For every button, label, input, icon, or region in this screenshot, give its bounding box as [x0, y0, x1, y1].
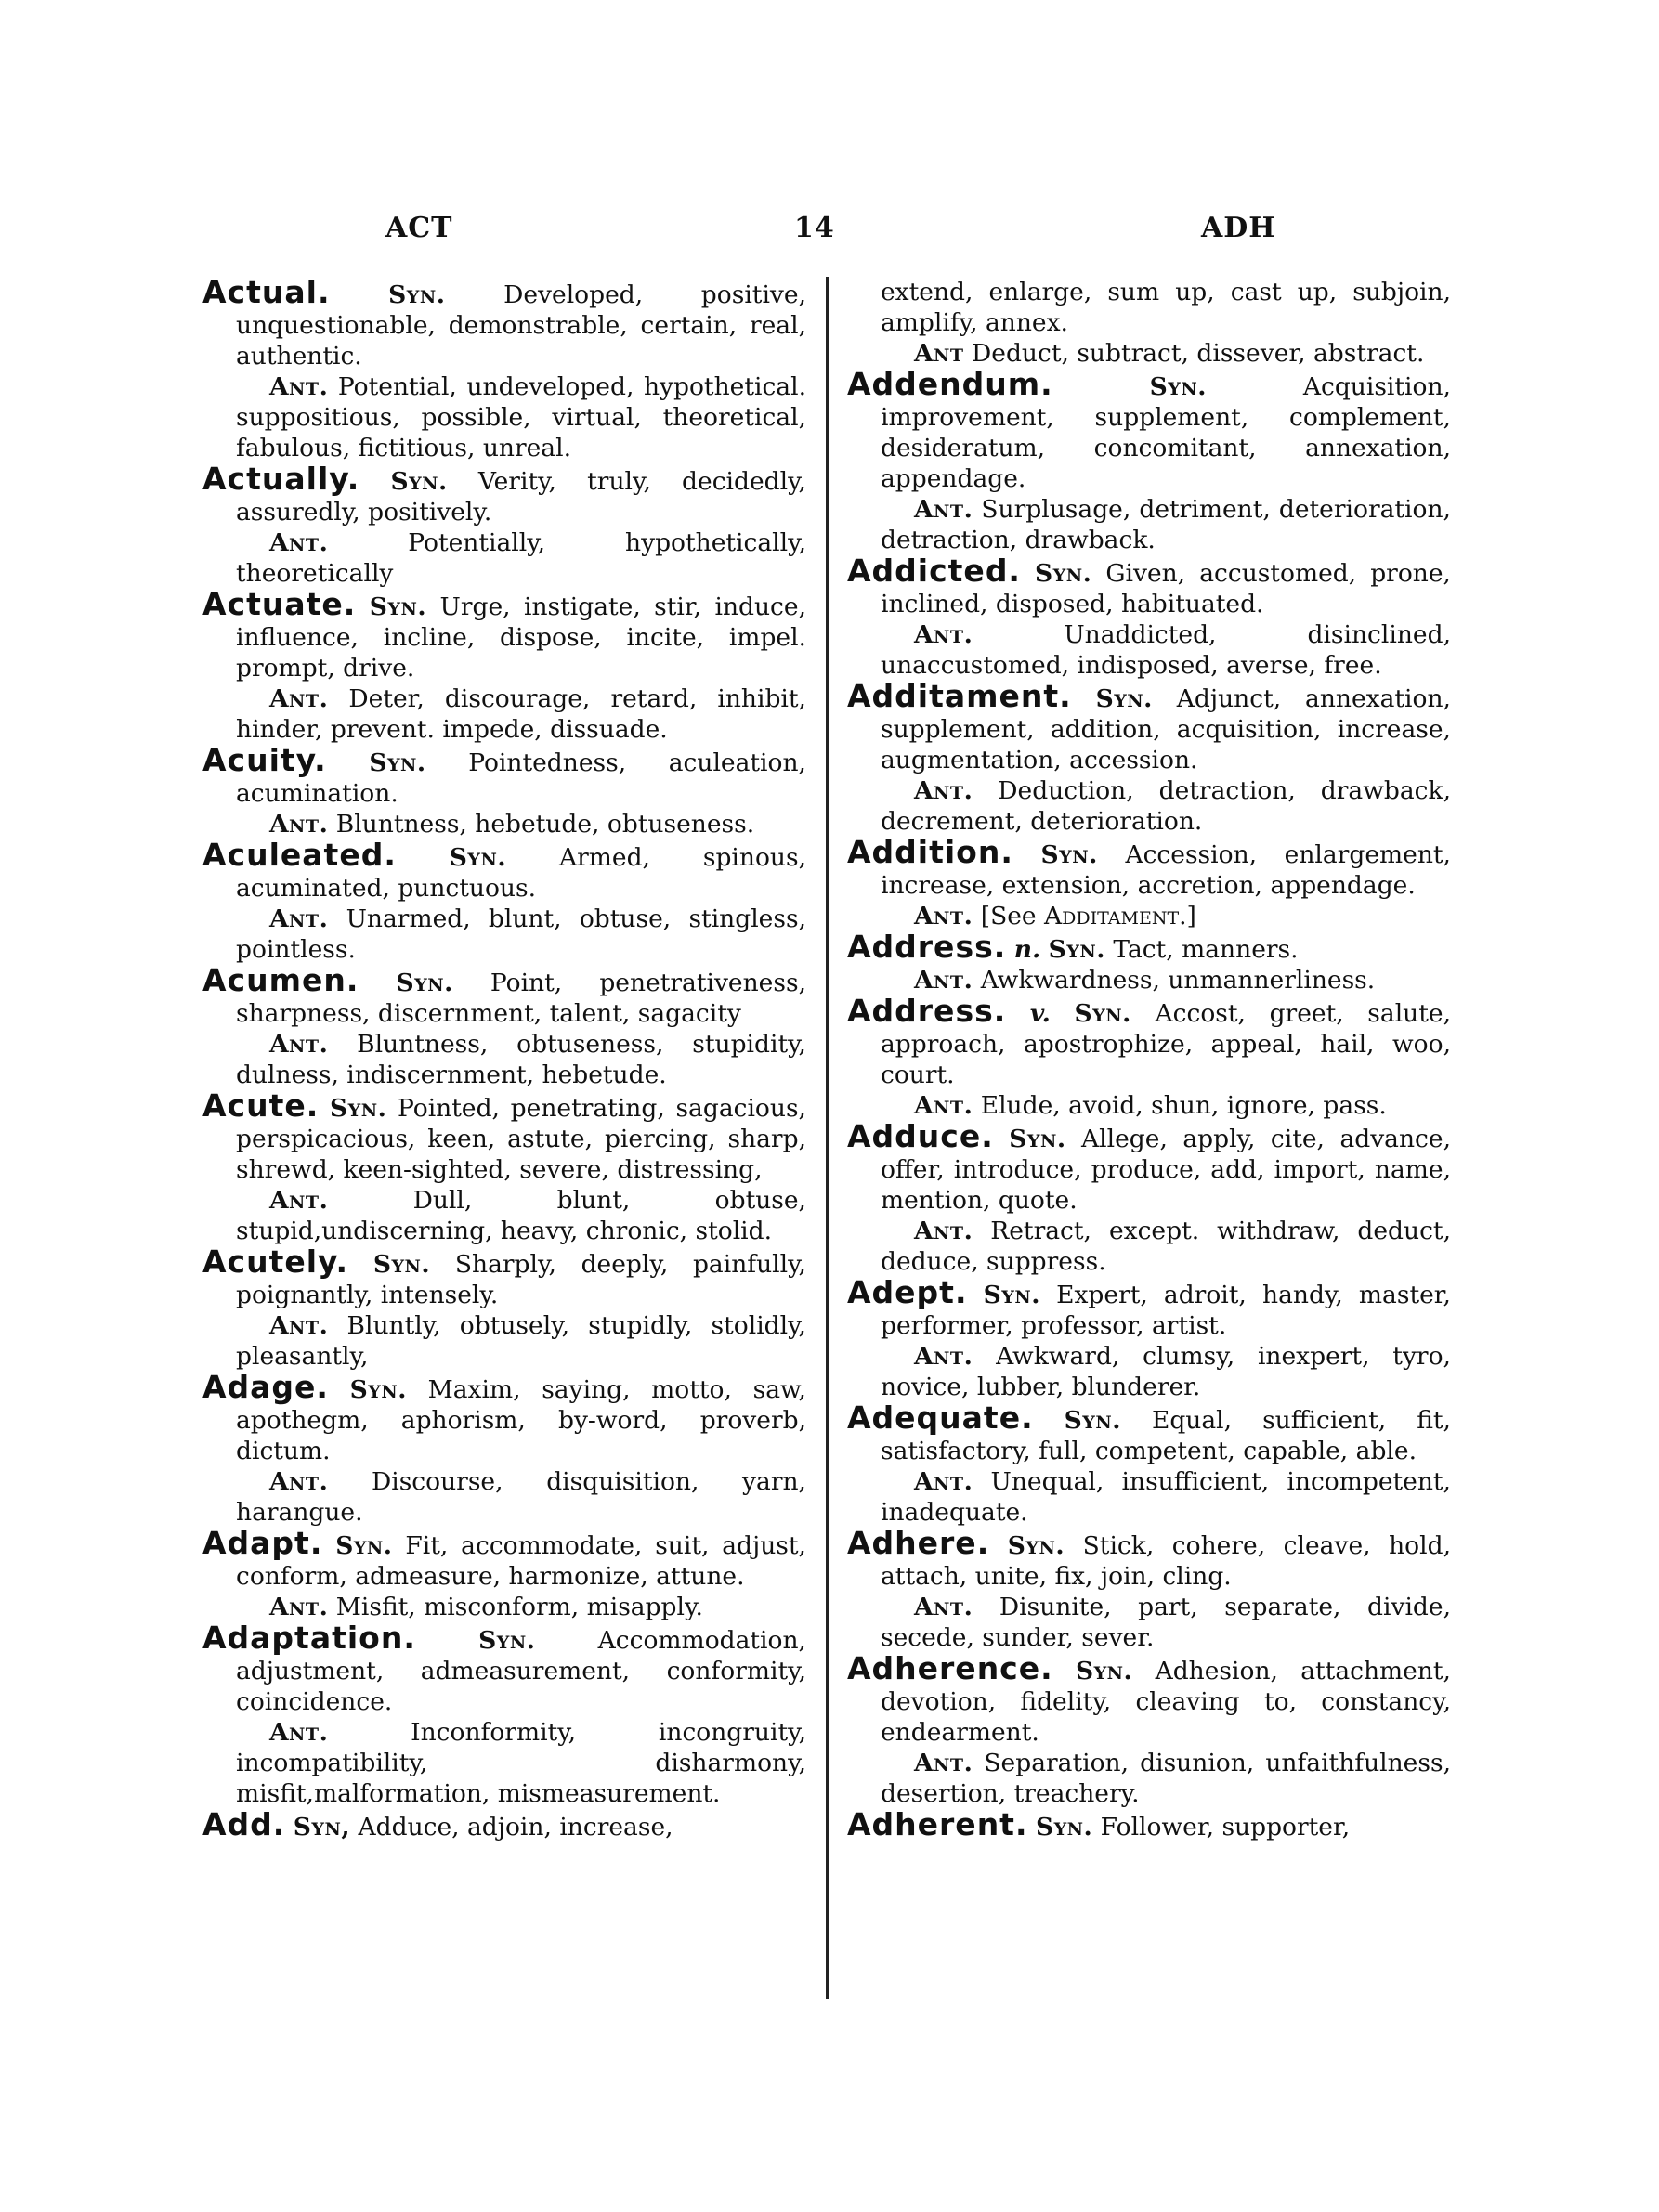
antonym-line	[202, 1310, 806, 1372]
antonym-label: Ant	[914, 339, 964, 368]
antonym-label: Ant.	[914, 776, 973, 805]
antonym-label: Ant.	[269, 528, 329, 557]
entry-text: Accession, enlargement, increase, extension, accretion, appendage.	[881, 840, 1451, 900]
antonym-label: Ant.	[269, 810, 329, 839]
entry-text: Retract, except. withdraw, deduct, deduce, suppress.	[881, 1217, 1451, 1276]
entry-headword: Adage.	[202, 1369, 329, 1405]
antonym-label: Ant.	[269, 1718, 329, 1747]
dictionary-entry	[847, 678, 1451, 775]
entry-text: Point, penetrativeness, sharpness, discernment, talent, sagacity	[236, 969, 806, 1028]
synonym-label: Syn.	[390, 467, 448, 496]
synonym-label: Syn.	[372, 1250, 431, 1279]
entry-headword: Aculeated.	[202, 837, 397, 873]
entry-text: Allege, apply, cite, advance, offer, introduce, produce, add, import, name, mention, quote.	[881, 1125, 1451, 1215]
entry-headword: Adduce.	[847, 1118, 994, 1154]
entry-text: Adduce, adjoin, increase,	[358, 1813, 673, 1841]
synonym-label: Syn.	[983, 1281, 1040, 1309]
synonym-label: Syn.	[369, 592, 427, 621]
synonym-label: Syn.	[349, 1375, 407, 1404]
entry-headword: Acumen.	[202, 962, 359, 998]
entry-headword: Actually.	[202, 461, 360, 497]
dictionary-entry	[202, 463, 806, 527]
antonym-label: Ant.	[269, 1311, 329, 1340]
dictionary-entry	[202, 586, 806, 683]
dictionary-entry	[847, 995, 1451, 1090]
entry-text: Dull, blunt, obtuse, stupid,undiscerning, heavy, chronic, stolid.	[236, 1186, 806, 1245]
entry-text: Accost, greet, salute, approach, apostrophize, appeal, hail, woo, court.	[881, 999, 1451, 1089]
entry-headword: Adaptation.	[202, 1620, 416, 1656]
entry-text: Bluntness, obtuseness, stupidity, dulness, indiscernment, hebetude.	[236, 1030, 806, 1089]
entry-text: Accommodation, adjustment, admeasurement, conformity, coincidence.	[236, 1626, 806, 1716]
antonym-line	[847, 1341, 1451, 1402]
entry-headword: Adhere.	[847, 1525, 990, 1561]
antonym-line	[202, 1185, 806, 1246]
antonym-label: Ant.	[914, 495, 973, 524]
dictionary-entry	[202, 1369, 806, 1466]
dictionary-entry	[847, 1525, 1451, 1592]
entry-headword: Adequate.	[847, 1399, 1034, 1436]
entry-text: Awkwardness, unmannerliness.	[980, 966, 1376, 995]
entry-headword: Acutely.	[202, 1243, 349, 1280]
entry-headword: Actual.	[202, 274, 331, 310]
synonym-label: Syn,	[293, 1813, 351, 1841]
entry-headword: Addicted.	[847, 553, 1021, 589]
antonym-label: Ant.	[914, 1091, 973, 1120]
antonym-line	[202, 1592, 806, 1622]
antonym-label: Ant.	[914, 966, 973, 995]
entry-text: Tact, manners.	[1113, 935, 1299, 964]
antonym-label: Ant.	[914, 620, 973, 649]
dictionary-entry	[202, 274, 806, 371]
antonym-line	[847, 1090, 1451, 1121]
entry-text: Surplusage, detriment, deterioration, detraction, drawback.	[881, 495, 1451, 554]
synonym-label: Syn.	[388, 280, 446, 309]
antonym-line	[202, 1466, 806, 1528]
entry-text: Sharply, deeply, painfully, poignantly, intensely.	[236, 1250, 806, 1309]
entry-text-close: ]	[1186, 902, 1196, 930]
synonym-label: Syn.	[369, 748, 426, 777]
entry-text: Elude, avoid, shun, ignore, pass.	[980, 1091, 1387, 1120]
column-divider	[826, 277, 829, 1999]
entry-text: Separation, disunion, unfaithfulness, desertion, treachery.	[881, 1749, 1451, 1808]
synonym-label: Syn.	[478, 1626, 536, 1655]
entry-headword: Adept.	[847, 1274, 968, 1310]
dictionary-entry	[202, 1243, 806, 1310]
dictionary-entry	[202, 839, 806, 904]
entry-text: Disunite, part, separate, divide, secede, sunder, sever.	[881, 1593, 1451, 1652]
entry-text: Potential, undeveloped, hypothetical. suppositious, possible, virtual, theoretical, fabulous, fictitious, unreal.	[236, 372, 806, 462]
entry-text: Equal, sufficient, fit, satisfactory, full, competent, capable, able.	[881, 1406, 1451, 1465]
entry-text: Acquisition, improvement, supplement, complement, desideratum, concomitant, annexation, appendage.	[881, 372, 1451, 493]
entry-text: Verity, truly, decidedly, assuredly, positively.	[236, 467, 806, 527]
dictionary-entry	[202, 1622, 806, 1717]
dictionary-entry	[202, 742, 806, 809]
dictionary-entry	[847, 555, 1451, 619]
entry-text: Potentially, hypothetically, theoretically	[236, 528, 806, 588]
entry-text: Adjunct, annexation, supplement, addition, acquisition, increase, augmentation, accession.	[881, 684, 1451, 774]
synonym-label: Syn.	[330, 1094, 387, 1123]
antonym-label: Ant.	[269, 1467, 329, 1496]
entry-text: Misfit, misconform, misapply.	[335, 1593, 703, 1621]
antonym-label: Ant.	[914, 1467, 973, 1496]
synonym-label: Syn.	[1007, 1531, 1065, 1560]
entry-text: Unequal, insufficient, incompetent, inadequate.	[881, 1467, 1451, 1527]
synonym-label: Syn.	[1075, 1657, 1133, 1685]
left-column	[202, 274, 806, 1842]
antonym-line	[847, 965, 1451, 995]
entry-headword: Additament.	[847, 678, 1072, 714]
part-of-speech: n.	[1013, 935, 1041, 964]
antonym-line	[847, 1466, 1451, 1528]
entry-headword: Adherence.	[847, 1650, 1053, 1686]
entry-headword: Add.	[202, 1806, 286, 1842]
synonym-label: Syn.	[1048, 935, 1105, 964]
entry-text: Given, accustomed, prone, inclined, disposed, habituated.	[881, 559, 1451, 618]
cross-reference: Additament.	[1044, 902, 1187, 930]
synonym-label: Syn.	[1009, 1125, 1066, 1153]
entry-text: Bluntly, obtusely, stupidly, stolidly, pleasantly,	[236, 1311, 806, 1371]
entry-text: Deduct, subtract, dissever, abstract.	[972, 339, 1425, 368]
synonym-label: Syn.	[1064, 1406, 1121, 1435]
antonym-line	[202, 1717, 806, 1809]
dictionary-entry	[847, 1274, 1451, 1341]
dictionary-entry	[202, 1525, 806, 1592]
entry-headword: Adapt.	[202, 1525, 323, 1561]
antonym-line	[202, 527, 806, 589]
synonym-label: Syn.	[1035, 1813, 1093, 1841]
entry-text: Pointedness, aculeation, acumination.	[236, 748, 806, 808]
entry-text: Developed, positive, unquestionable, demonstrable, certain, real, authentic.	[236, 280, 806, 371]
entry-text: [See	[980, 902, 1037, 930]
entry-text: Discourse, disquisition, yarn, harangue.	[236, 1467, 806, 1527]
entry-text: extend, enlarge, sum up, cast up, subjoin, amplify, annex.	[881, 278, 1451, 337]
entry-text: Inconformity, incongruity, incompatibility, disharmony, misfit,malformation, mismeasurement.	[236, 1718, 806, 1808]
antonym-label: Ant.	[269, 1030, 329, 1059]
entry-text: Maxim, saying, motto, saw, apothegm, aphorism, by-word, proverb, dictum.	[236, 1375, 806, 1465]
entry-text: Pointed, penetrating, sagacious, perspicacious, keen, astute, piercing, sharp, shrewd, keen-sighted, severe, distressing,	[236, 1094, 806, 1184]
dictionary-entry	[847, 834, 1451, 901]
entry-headword: Acuity.	[202, 742, 327, 778]
entry-text: Adhesion, attachment, devotion, fidelity, cleaving to, constancy, endearment.	[881, 1657, 1451, 1747]
dictionary-entry	[847, 366, 1451, 494]
synonym-label: Syn.	[335, 1531, 393, 1560]
antonym-line	[202, 1029, 806, 1090]
antonym-line	[847, 775, 1451, 837]
entry-text: Unarmed, blunt, obtuse, stingless, pointless.	[236, 904, 806, 964]
dictionary-entry	[202, 1806, 806, 1842]
entry-headword: Adherent.	[847, 1806, 1028, 1842]
antonym-label: Ant.	[914, 1342, 973, 1371]
dictionary-entry	[847, 1806, 1451, 1842]
guide-word-left: ACT	[385, 212, 453, 244]
antonym-label: Ant.	[269, 1593, 329, 1621]
antonym-line	[847, 338, 1451, 369]
entry-text: Deduction, detraction, drawback, decrement, deterioration.	[881, 776, 1451, 836]
entry-text: Bluntness, hebetude, obtuseness.	[335, 810, 755, 839]
antonym-label: Ant.	[269, 904, 329, 933]
right-column	[847, 277, 1451, 1842]
dictionary-entry	[847, 931, 1451, 965]
synonym-label: Syn.	[1035, 559, 1092, 588]
antonym-line	[847, 1748, 1451, 1809]
antonym-line	[202, 683, 806, 745]
dictionary-entry	[202, 1087, 806, 1185]
entry-headword: Acute.	[202, 1087, 320, 1124]
antonym-line	[847, 1216, 1451, 1277]
synonym-label: Syn.	[396, 969, 453, 997]
antonym-line	[847, 901, 1451, 931]
guide-word-right: ADH	[1201, 212, 1276, 244]
entry-text: Unaddicted, disinclined, unaccustomed, indisposed, averse, free.	[881, 620, 1451, 680]
antonym-label: Ant.	[269, 1186, 329, 1215]
continuation-line	[847, 277, 1451, 338]
antonym-line	[847, 619, 1451, 681]
page-header	[200, 212, 1463, 249]
antonym-label: Ant.	[269, 684, 329, 713]
entry-text: Awkward, clumsy, inexpert, tyro, novice, lubber, blunderer.	[881, 1342, 1451, 1401]
dictionary-entry	[847, 1118, 1451, 1216]
part-of-speech: v.	[1029, 999, 1051, 1028]
entry-headword: Actuate.	[202, 586, 357, 622]
entry-headword: Addition.	[847, 834, 1013, 870]
entry-text: Follower, supporter,	[1100, 1813, 1351, 1841]
antonym-label: Ant.	[914, 1593, 973, 1621]
synonym-label: Syn.	[1095, 684, 1153, 713]
antonym-label: Ant.	[269, 372, 329, 401]
synonym-label: Syn.	[449, 843, 507, 872]
page-number: 14	[794, 212, 835, 244]
dictionary-entry	[202, 962, 806, 1029]
antonym-line	[847, 494, 1451, 555]
entry-headword: Addendum.	[847, 366, 1053, 402]
synonym-label: Syn.	[1040, 840, 1098, 869]
antonym-line	[847, 1592, 1451, 1653]
antonym-label: Ant.	[914, 1217, 973, 1245]
antonym-line	[202, 371, 806, 463]
entry-headword: Address.	[847, 929, 1007, 965]
entry-headword: Address.	[847, 993, 1007, 1029]
antonym-line	[202, 904, 806, 965]
dictionary-entry	[847, 1399, 1451, 1466]
synonym-label: Syn.	[1149, 372, 1207, 401]
antonym-line	[202, 809, 806, 839]
dictionary-entry	[847, 1650, 1451, 1748]
entry-text: Fit, accommodate, suit, adjust, conform, admeasure, harmonize, attune.	[236, 1531, 806, 1591]
entry-text: Armed, spinous, acuminated, punctuous.	[236, 843, 806, 903]
antonym-label: Ant.	[914, 902, 973, 930]
entry-text: Urge, instigate, stir, induce, influence, incline, dispose, incite, impel. prompt, drive.	[236, 592, 806, 683]
antonym-label: Ant.	[914, 1749, 973, 1777]
synonym-label: Syn.	[1074, 999, 1131, 1028]
entry-text: Deter, discourage, retard, inhibit, hinder, prevent. impede, dissuade.	[236, 684, 806, 744]
entry-text: Stick, cohere, cleave, hold, attach, unite, fix, join, cling.	[881, 1531, 1451, 1591]
entry-text: Expert, adroit, handy, master, performer, professor, artist.	[881, 1281, 1451, 1340]
